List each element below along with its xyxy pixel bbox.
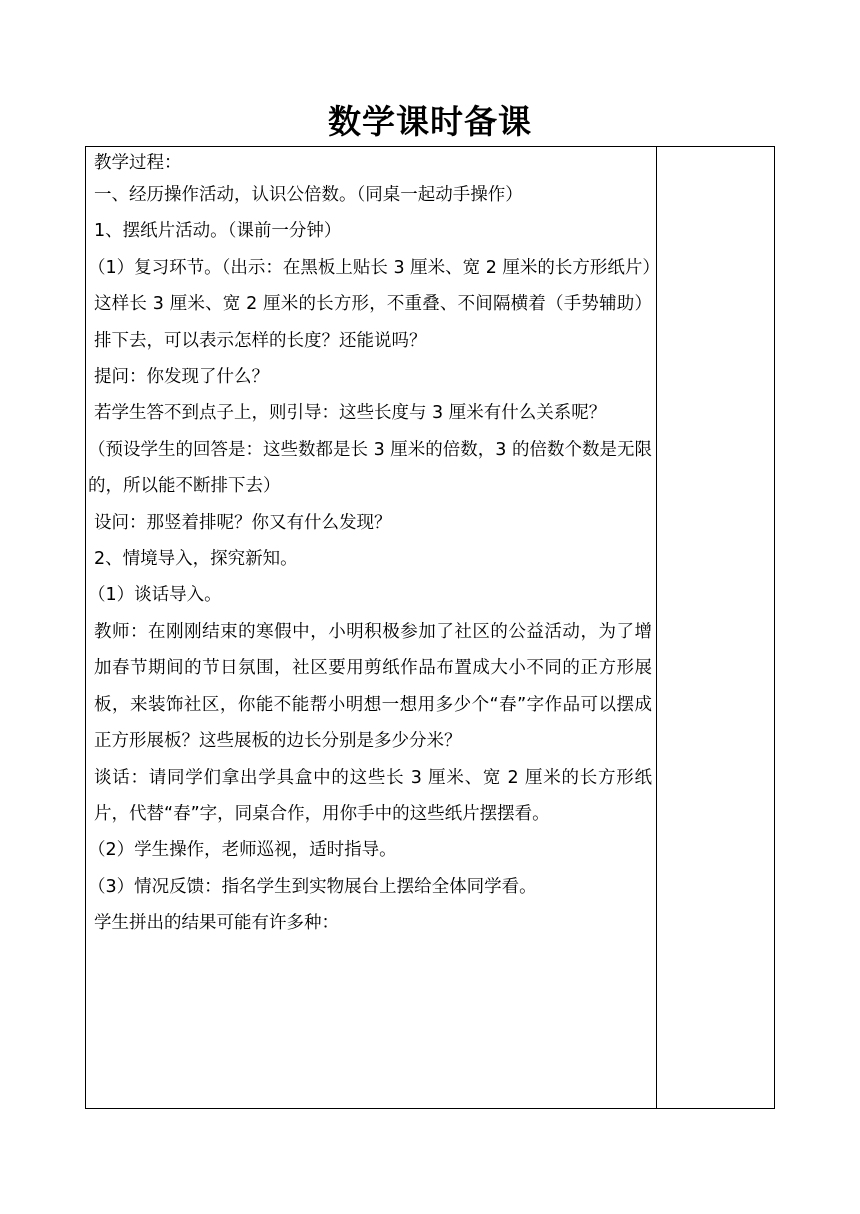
paragraph-expected-answer: （预设学生的回答是：这些数都是长 3 厘米的倍数，3 的倍数个数是无限的，所以能不断排下去）	[88, 439, 652, 497]
paragraph-review: （1）复习环节。（出示：在黑板上贴长 3 厘米、宽 2 厘米的长方形纸片）	[88, 257, 660, 278]
paragraph-horizontal-arrangement: 这样长 3 厘米、宽 2 厘米的长方形，不重叠、不间隔横着（手势辅助）排下去，可以表示怎样的长度？还能说吗？	[94, 294, 652, 351]
teaching-process-cell	[88, 147, 660, 942]
paragraph-activity-one: 1、摆纸片活动。（课前一分钟）	[94, 221, 342, 242]
column-divider	[656, 147, 657, 1108]
paragraph-student-operation: （2）学生操作，老师巡视，适时指导。	[88, 840, 397, 861]
paragraph-talk-intro: （1）谈话导入。	[88, 585, 222, 606]
paragraph-question-discovery: 提问：你发现了什么？	[94, 367, 269, 388]
paragraph-section-one: 一、经历操作活动，认识公倍数。（同桌一起动手操作）	[94, 185, 523, 205]
paragraph-vertical-question: 设问：那竖着排呢？你又有什么发现？	[94, 512, 392, 533]
paragraph-possible-results: 学生拼出的结果可能有许多种：	[94, 913, 339, 934]
paragraph-guidance: 若学生答不到点子上，则引导：这些长度与 3 厘米有什么关系呢？	[94, 403, 607, 424]
paragraph-section-two: 2、情境导入，探究新知。	[94, 549, 298, 570]
lesson-plan-table	[85, 146, 775, 1109]
paragraph-teacher-story: 教师：在刚刚结束的寒假中，小明积极参加了社区的公益活动，为了增加春节期间的节日氛围，社区要用剪纸作品布置成大小不同的正方形展板，来装饰社区，你能不能帮小明想一想用多少个“春”字作品可以摆成正方形展板？这些展板的边长分别是多少分米？	[94, 621, 652, 752]
notes-cell	[658, 147, 774, 1108]
paragraph-talk-instruction: 谈话：请同学们拿出学具盒中的这些长 3 厘米、宽 2 厘米的长方形纸片，代替“春”字，同桌合作，用你手中的这些纸片摆摆看。	[94, 767, 652, 824]
document-title: 数学课时备课	[328, 102, 532, 141]
paragraph-feedback: （3）情况反馈：指名学生到实物展台上摆给全体同学看。	[88, 876, 537, 897]
paragraph-teaching-process-heading: 教学过程：	[94, 153, 182, 173]
